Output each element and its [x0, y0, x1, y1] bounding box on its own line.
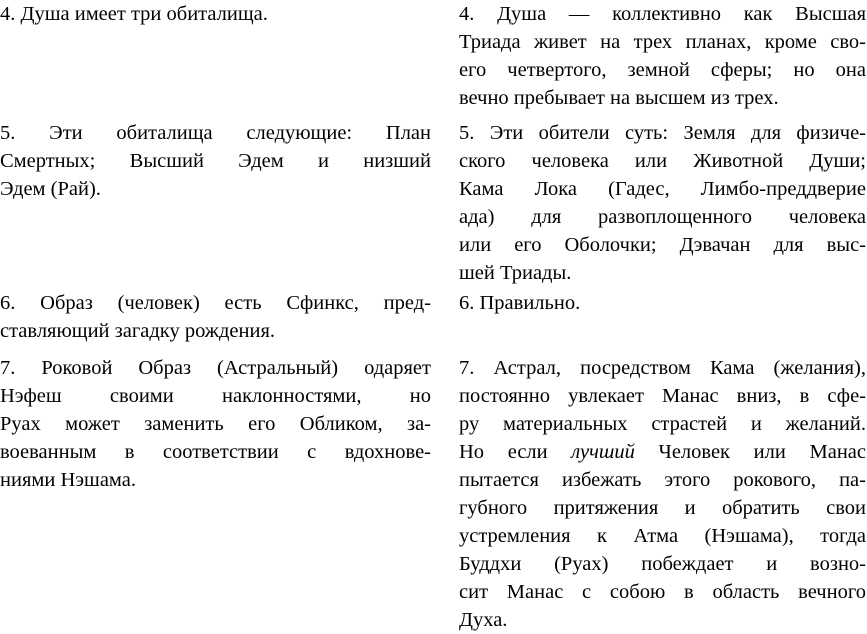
- text-line-with-emphasis: [459, 438, 866, 466]
- right-item-4: [459, 0, 866, 112]
- text-line: воеванным в соответствии с вдохнове-: [0, 441, 431, 463]
- text-line: Смертных; Высший Эдем и низший: [0, 150, 431, 172]
- text-line: вечно пребывает на высшем из трех.: [459, 87, 779, 109]
- emphasis-word: лучший: [571, 441, 635, 463]
- text-line: Буддхи (Руах) побеждает и возно-: [459, 553, 866, 575]
- line-text: Человек или Манас: [634, 441, 867, 463]
- item-number: 5.: [0, 122, 16, 144]
- left-item-6: [0, 289, 431, 345]
- text-line: постоянно увлекает Манас вниз, в сфе-: [459, 385, 866, 407]
- text-line: Духа.: [459, 609, 508, 631]
- text-line: его четвертого, земной сферы; но она: [459, 59, 866, 81]
- text-line: ада) для развоплощенного человека: [459, 206, 866, 228]
- left-item-7: [0, 354, 431, 494]
- text-line: Нэфеш своими наклонностями, но: [0, 385, 431, 407]
- text-line: губного притяжения и обратить свои: [459, 497, 866, 519]
- right-item-6: [459, 289, 866, 317]
- item-number: 7.: [0, 357, 16, 379]
- text-line: [0, 119, 431, 147]
- item-number: 5.: [459, 122, 475, 144]
- text-line: ниями Нэшама.: [0, 469, 136, 491]
- line-text: Образ (человек) есть Сфинкс, пред-: [40, 292, 431, 314]
- text-line: [459, 0, 866, 28]
- text-line: [0, 354, 431, 382]
- text-line: [0, 289, 431, 317]
- text-line: ставляющий загадку рождения.: [0, 320, 275, 342]
- left-item-4: [0, 0, 431, 28]
- item-number: 4.: [0, 3, 16, 25]
- right-item-7: [459, 354, 866, 634]
- text-line: [0, 0, 431, 28]
- text-line: Триада живет на трех планах, кроме сво-: [459, 31, 866, 53]
- line-text: Роковой Образ (Астральный) одаряет: [41, 357, 431, 379]
- text-line: пытается избежать этого рокового, па-: [459, 469, 866, 491]
- text-line: [459, 354, 866, 382]
- item-number: 7.: [459, 357, 475, 379]
- line-text: Эти обиталища следующие: План: [49, 122, 431, 144]
- text-line: [459, 289, 866, 317]
- line-text: Но если: [459, 441, 572, 463]
- text-line: сит Манас с собою в область вечного: [459, 581, 866, 603]
- text-line: Кама Лока (Гадес, Лимбо-преддверие: [459, 178, 866, 200]
- text-line: или его Оболочки; Дэвачан для выс-: [459, 234, 866, 256]
- text-line: Руах может заменить его Обликом, за-: [0, 413, 431, 435]
- item-number: 4.: [459, 3, 475, 25]
- text-line: шей Триады.: [459, 262, 572, 284]
- line-text: Эти обители суть: Земля для физиче-: [489, 122, 866, 144]
- text-line: [459, 119, 866, 147]
- left-item-5: [0, 119, 431, 203]
- item-number: 6.: [459, 292, 475, 314]
- line-text: Правильно.: [479, 292, 581, 314]
- text-line: ру материальных страстей и желаний.: [459, 413, 866, 435]
- text-line: устремления к Атма (Нэшама), тогда: [459, 525, 866, 547]
- line-text: Душа — коллективно как Высшая: [497, 3, 867, 25]
- line-text: Астрал, посредством Кама (желания),: [493, 357, 866, 379]
- text-line: ского человека или Животной Души;: [459, 150, 866, 172]
- item-number: 6.: [0, 292, 16, 314]
- text-line: Эдем (Рай).: [0, 178, 101, 200]
- line-text: Душа имеет три обиталища.: [20, 3, 268, 25]
- right-item-5: [459, 119, 866, 287]
